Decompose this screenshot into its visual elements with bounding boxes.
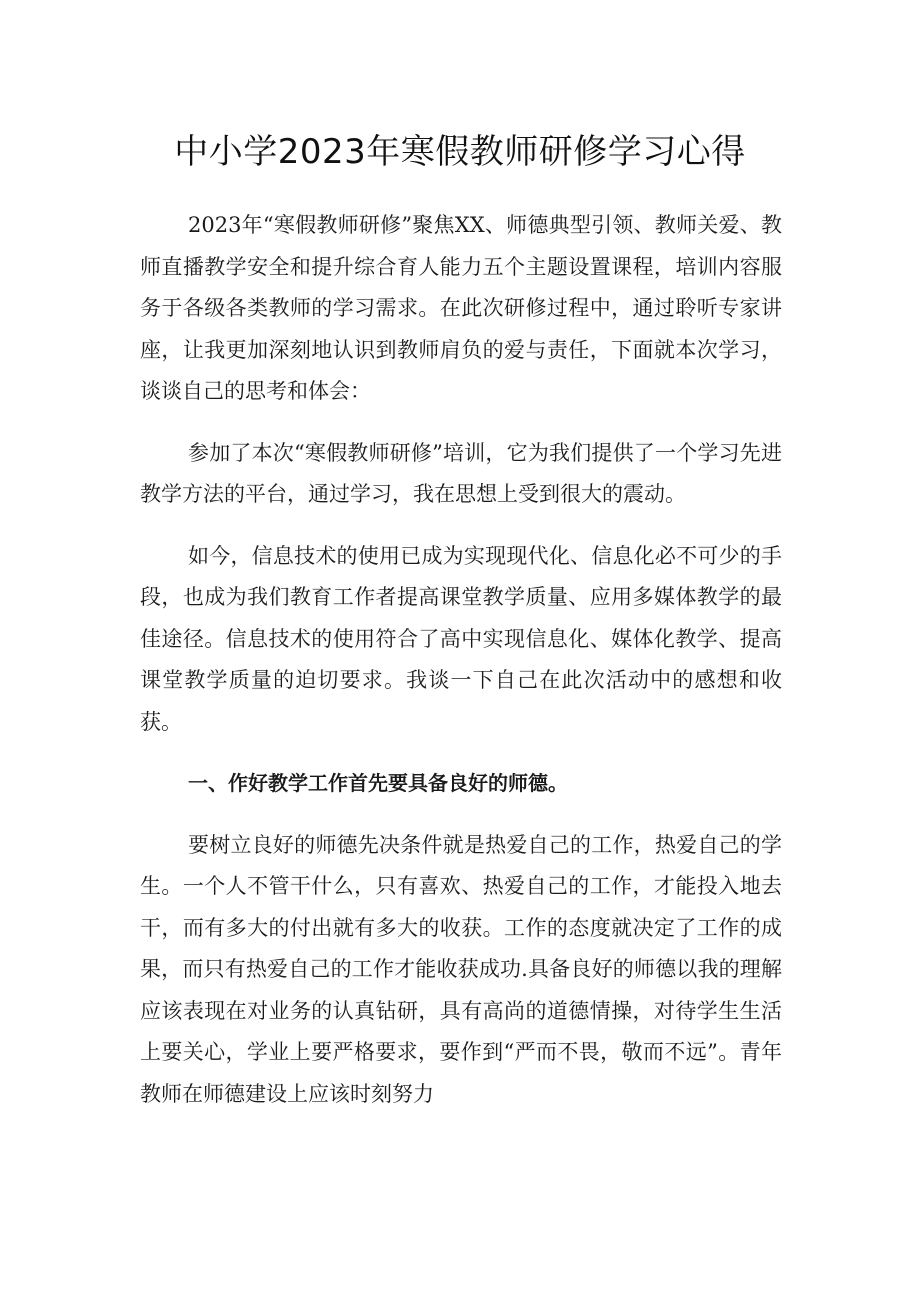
document-title: 中小学2023年寒假教师研修学习心得 (174, 132, 746, 172)
paragraph-participation: 参加了本次“寒假教师研修”培训，它为我们提供了一个学习先进教学方法的平台，通过学习，我在思想上受到很大的震动。 (140, 440, 782, 506)
paragraph-information-technology: 如今，信息技术的使用已成为实现现代化、信息化必不可少的手段，也成为我们教育工作者提高课堂教学质量、应用多媒体教学的最佳途径。信息技术的使用符合了高中实现信息化、媒体化教学、提高课堂教学质量的迫切要求。我谈一下自己在此次活动中的感想和收获。 (140, 543, 782, 734)
paragraph-intro: 2023年“寒假教师研修”聚焦XX、师德典型引领、教师关爱、教师直播教学安全和提升综合育人能力五个主题设置课程，培训内容服务于各级各类教师的学习需求。在此次研修过程中，通过聆听专家讲座，让我更加深刻地认识到教师肩负的爱与责任，下面就本次学习，谈谈自己的思考和体会： (140, 213, 782, 403)
paragraph-teacher-ethics: 要树立良好的师德先决条件就是热爱自己的工作，热爱自己的学生。一个人不管干什么，只有喜欢、热爱自己的工作，才能投入地去干，而有多大的付出就有多大的收获。工作的态度就决定了工作的成果，而只有热爱自己的工作才能收获成功.具备良好的师德以我的理解应该表现在对业务的认真钻研，具有高尚的道德情操，对待学生生活上要关心，学业上要严格要求，要作到“严而不畏，敬而不远”。青年教师在师德建设上应该时刻努力 (140, 832, 782, 1106)
document-body (140, 205, 782, 1135)
section-heading-teacher-ethics: 一、作好教学工作首先要具备良好的师德。 (188, 771, 568, 795)
